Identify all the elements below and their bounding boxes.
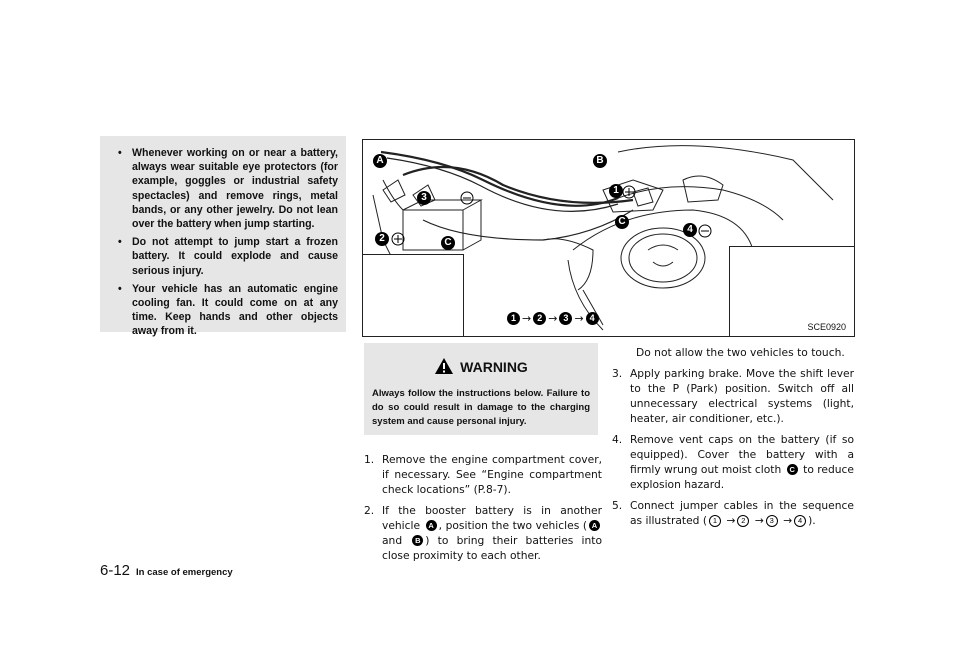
step-number: 2. xyxy=(364,504,375,517)
bullet: • xyxy=(118,147,122,159)
note-item xyxy=(110,235,338,278)
step-2: 2. If the booster battery is in another vehicle A , position the two vehicles ( A and B ) to bring their batteries into close proximity to each other. xyxy=(364,504,602,562)
label-a: A xyxy=(373,154,387,168)
ref-b: B xyxy=(412,535,423,546)
terminal-3: 3 xyxy=(417,191,431,205)
warning-icon xyxy=(434,357,454,375)
bullet: • xyxy=(118,236,122,249)
warning-heading xyxy=(364,357,598,375)
note-text: Your vehicle has an automatic engine cooling fan. It could come on at any time. Keep hands and other objects away from it. xyxy=(132,282,338,338)
label-c-left: C xyxy=(441,236,455,250)
page-footer xyxy=(100,562,233,580)
step-number: 4. xyxy=(612,433,623,446)
warning-box xyxy=(364,343,598,435)
label-b: B xyxy=(593,154,607,168)
terminal-1: 1 xyxy=(609,184,623,198)
terminal-2: 2 xyxy=(375,232,389,246)
caution-notes-box xyxy=(100,136,346,338)
steps-column-1 xyxy=(364,452,602,569)
ref-a: A xyxy=(589,520,600,531)
step-3 xyxy=(612,366,854,426)
ref-3: 3 xyxy=(766,515,778,527)
step-5: 5. Connect jumper cables in the sequence as illustrated ( 1 → 2 → 3 → 4 ). xyxy=(612,499,854,527)
warning-title: WARNING xyxy=(460,359,528,375)
bullet: • xyxy=(118,282,122,295)
battery-detail-inset xyxy=(363,254,464,337)
step-1 xyxy=(364,452,602,497)
step-text: Remove the engine compartment cover, if necessary. See “Engine compartment check locations” (P.8-7). xyxy=(382,453,602,496)
note-text: Whenever working on or near a battery, always wear suitable eye protectors (for example, goggles or industrial safety spectacles) and remove rings, metal bands, or any other jewelry. Do not lean over the battery when jump starting. xyxy=(132,147,338,231)
connection-sequence: 1 → 2 → 3 → 4 xyxy=(505,312,601,325)
ref-c: C xyxy=(787,464,798,475)
section-title: In case of emergency xyxy=(136,567,233,578)
step-text: Apply parking brake. Move the shift lever to the P (Park) position. Switch off all unnecessary electrical systems (light, heater, air conditioner, etc.). xyxy=(630,367,854,425)
page-number: 6-12 xyxy=(100,562,131,579)
step-4: 4. Remove vent caps on the battery (if so equipped). Cover the battery with a firmly wrung out moist cloth C to reduce explosion hazard. xyxy=(612,433,855,491)
terminal-4: 4 xyxy=(683,223,697,237)
ref-4: 4 xyxy=(794,515,806,527)
warning-text: Always follow the instructions below. Failure to do so could result in damage to the charging system and cause personal injury. xyxy=(372,388,590,427)
step-number: 1. xyxy=(364,453,375,466)
steps-column-2 xyxy=(612,345,854,534)
step-number: 3. xyxy=(612,367,623,380)
figure-code: SCE0920 xyxy=(807,322,846,332)
ref-a: A xyxy=(426,520,437,531)
note-item xyxy=(110,282,338,339)
caution-list xyxy=(100,136,346,339)
label-c-right: C xyxy=(615,215,629,229)
step-number: 5. xyxy=(612,499,623,512)
step-2-continued: Do not allow the two vehicles to touch. xyxy=(636,346,845,359)
jump-start-illustration xyxy=(362,139,855,337)
note-item xyxy=(110,146,338,231)
note-text: Do not attempt to jump start a frozen battery. It could explode and cause serious injury. xyxy=(132,236,338,277)
ref-2: 2 xyxy=(737,515,749,527)
ref-1: 1 xyxy=(709,515,721,527)
